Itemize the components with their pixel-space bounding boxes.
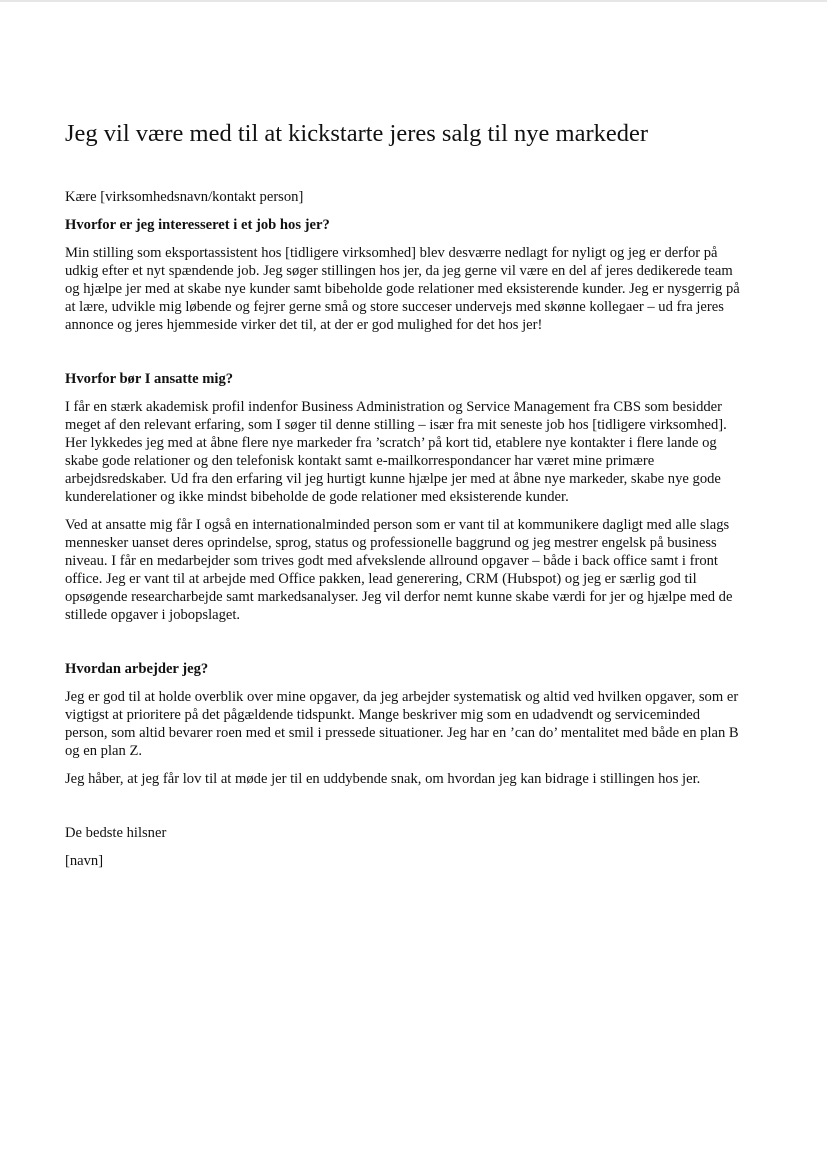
closing-spacer (65, 798, 745, 824)
cover-letter-page (65, 118, 745, 880)
top-border-rule (0, 0, 827, 2)
section-paragraph: Jeg håber, at jeg får lov til at møde jer til en uddybende snak, om hvordan jeg kan bidrage i stillingen hos jer. (65, 771, 701, 787)
closing-line: De bedste hilsner (65, 825, 167, 841)
section-paragraph: Jeg er god til at holde overblik over mine opgaver, da jeg arbejder systematisk og altid ved hvilken opgaver, som er vigtigst at prioritere på det pågældende tidspunkt. Mange beskriver mig som en udadvendt og serviceminded person, som altid bevarer roen med et smil i pressede situationer. Jeg har en ’can do’ mentalitet med både en plan B og en plan Z. (65, 689, 739, 759)
section-how-i-work (65, 660, 745, 788)
section-heading: Hvordan arbejder jeg? (65, 661, 209, 677)
section-paragraph: Min stilling som eksportassistent hos [tidligere virksomhed] blev desværre nedlagt for nyligt og jeg er derfor på udkig efter et nyt spændende job. Jeg søger stillingen hos jer, da jeg gerne vil være en del af jeres dedikerede team og hjælpe jer med at skabe nye kunder samt bibeholde gode relationer med eksisterende kunder. Jeg er nysgerrig på at lære, udvikle mig løbende og fejrer gerne små og store succeser undervejs med skønne kollegaer – ud fra jeres annonce og jeres hjemmeside virker det til, at der er god mulighed for det hos jer! (65, 245, 740, 333)
signature-name: [navn] (65, 853, 104, 869)
section-paragraph: I får en stærk akademisk profil indenfor Business Administration og Service Management fra CBS som besidder meget af den relevant erfaring, som I søger til denne stilling – især fra mit seneste job hos [tidligere virksomhed]. Her lykkedes jeg med at åbne flere nye markeder fra ’scratch’ på kort tid, etablere nye kontakter i flere lande og skabe gode relationer og den telefonisk kontakt samt e-mailkorrespondancer har været mine primære arbejdsredskaber. Ud fra den erfaring vil jeg hurtigt kunne hjælpe jer med at åbne nye markeder, skabe nye gode kunderelationer og ikke mindst bibeholde de gode relationer med eksisterende kunder. (65, 399, 727, 505)
salutation: Kære [virksomhedsnavn/kontakt person] (65, 189, 304, 205)
section-heading: Hvorfor bør I ansatte mig? (65, 371, 234, 387)
section-heading: Hvorfor er jeg interesseret i et job hos jer? (65, 217, 330, 233)
letter-title: Jeg vil være med til at kickstarte jeres salg til nye markeder (65, 120, 649, 147)
section-spacer (65, 634, 745, 660)
section-why-hire (65, 370, 745, 624)
section-why-interested (65, 216, 745, 334)
section-spacer (65, 344, 745, 370)
section-paragraph: Ved at ansatte mig får I også en internationalminded person som er vant til at kommunikere dagligt med alle slags mennesker uanset deres oprindelse, sprog, status og professionelle baggrund og jeg mestrer engelsk på business niveau. I får en medarbejder som trives godt med afvekslende allround opgaver – både i back office samt i front office. Jeg er vant til at arbejde med Office pakken, lead generering, CRM (Hubspot) og jeg er særlig god til opsøgende researcharbejde samt markedsanalyser. Jeg vil derfor nemt kunne skabe værdi for jer og hjælpe med de stillede opgaver i jobopslaget. (65, 517, 733, 623)
